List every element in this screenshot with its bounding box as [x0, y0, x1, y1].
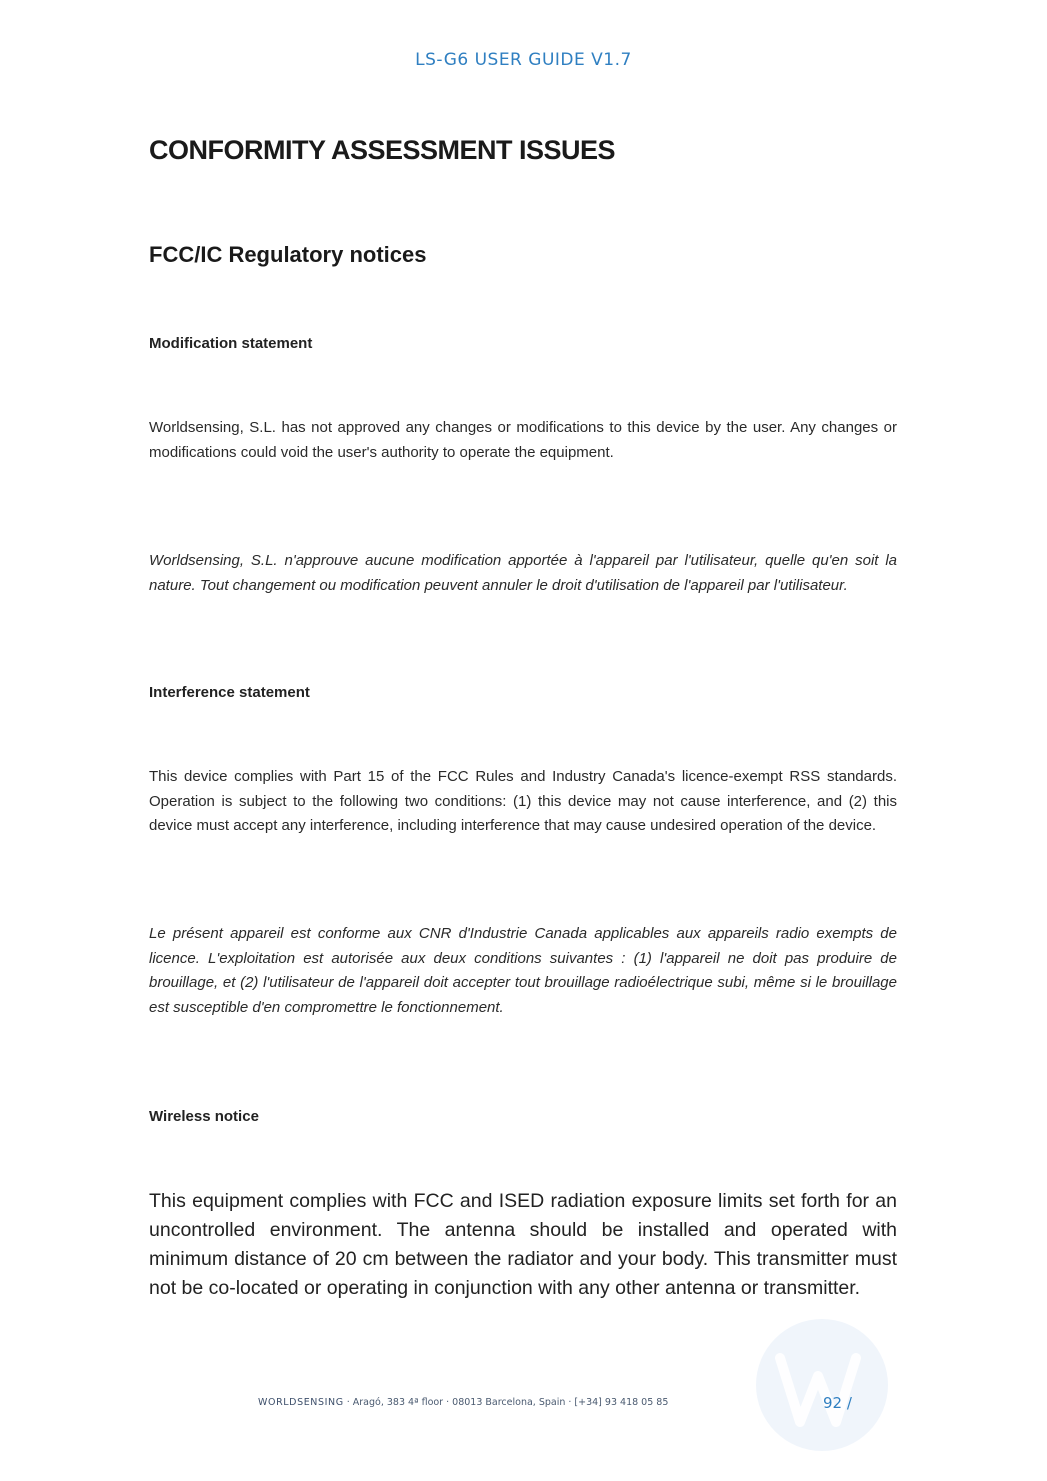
modification-statement-en: Worldsensing, S.L. has not approved any changes or modifications to this device by the user. Any changes or modifications could void the user's authority to operate the equipment.	[149, 419, 897, 461]
interference-statement-heading: Interference statement	[149, 684, 310, 701]
section-title: FCC/IC Regulatory notices	[149, 242, 427, 267]
modification-statement-fr: Worldsensing, S.L. n'approuve aucune modification apportée à l'appareil par l'utilisateur, quelle qu'en soit la nature. Tout changement ou modification peuvent annuler le droit d'utilisation de l'appareil par l'utilisateur.	[149, 552, 897, 594]
interference-statement-en: This device complies with Part 15 of the FCC Rules and Industry Canada's licence-exempt RSS standards. Operation is subject to the following two conditions: (1) this device may not cause interference, and (2) this device must accept any interference, including interference that may cause undesired operation of the device.	[149, 768, 897, 834]
page-title: CONFORMITY ASSESSMENT ISSUES	[149, 135, 616, 165]
wireless-notice-text: This equipment complies with FCC and ISED radiation exposure limits set forth for an uncontrolled environment. The antenna should be installed and operated with minimum distance of 20 cm between the radiator and your body. This transmitter must not be co-located or operating in conjunction with any other antenna or transmitter.	[149, 1190, 897, 1299]
document-header-title: LS-G6 USER GUIDE V1.7	[415, 50, 632, 70]
interference-statement-fr: Le présent appareil est conforme aux CNR d'Industrie Canada applicables aux appareils radio exempts de licence. L'exploitation est autorisée aux deux conditions suivantes : (1) l'appareil ne doit pas produire de brouillage, et (2) l'utilisateur de l'appareil doit accepter tout brouillage radioélectrique subi, même si le brouillage est susceptible d'en compromettre le fonctionnement.	[149, 925, 897, 1016]
footer-contact	[258, 1397, 668, 1408]
worldsensing-logo-watermark-icon	[752, 1310, 902, 1460]
page-number: 92 /	[823, 1394, 852, 1412]
wireless-notice-heading: Wireless notice	[149, 1108, 259, 1125]
footer-address: · Aragó, 383 4ª floor · 08013 Barcelona, Spain · [+34] 93 418 05 85	[343, 1397, 669, 1408]
footer-brand: WORLDSENSING	[258, 1397, 344, 1408]
modification-statement-heading: Modification statement	[149, 335, 313, 352]
